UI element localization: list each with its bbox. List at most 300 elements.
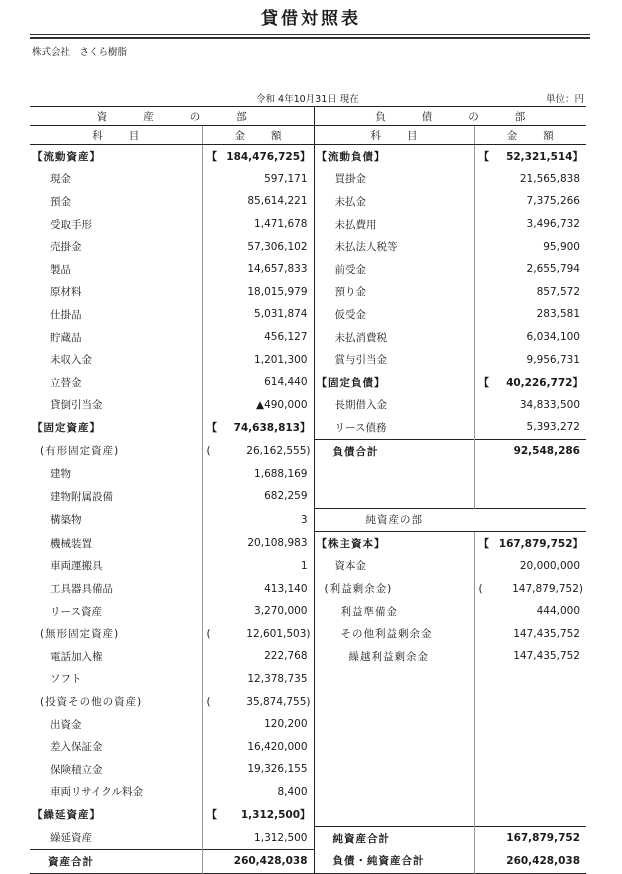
table-row xyxy=(30,668,586,691)
left-account-label xyxy=(30,375,202,390)
left-amount-cell xyxy=(202,348,314,371)
item-header-right: 科目 xyxy=(314,126,474,145)
left-item-cell xyxy=(30,758,202,781)
right-amount-cell xyxy=(474,258,586,281)
left-amount-cell xyxy=(202,145,314,168)
left-account-label xyxy=(30,717,202,732)
left-item-cell xyxy=(30,803,202,826)
right-account-name: 【流動負債】 xyxy=(316,150,386,163)
right-account-name: 資本金 xyxy=(334,560,366,573)
left-item-cell xyxy=(30,826,202,849)
left-account-name: 【流動資産】 xyxy=(32,150,101,163)
left-item-cell xyxy=(30,348,202,371)
right-subtotal-amount xyxy=(475,583,587,595)
right-amount-cell xyxy=(474,145,586,168)
right-account-name: 買掛金 xyxy=(334,173,366,186)
left-subtotal-amount xyxy=(203,696,314,708)
table-row xyxy=(30,394,586,417)
right-amount: 6,034,100 xyxy=(526,331,580,344)
left-subtotal-amount xyxy=(203,149,314,164)
left-account-name: 建物附属設備 xyxy=(50,490,113,503)
left-account-name: 預金 xyxy=(50,195,71,208)
right-account-label xyxy=(315,536,474,551)
left-amount-cell xyxy=(202,849,314,873)
right-amount-cell xyxy=(474,622,586,645)
right-amount-cell xyxy=(474,690,586,713)
as-of-date: 令和 4年10月31日 現在 xyxy=(256,94,359,105)
table-row xyxy=(30,462,586,485)
left-amount-cell xyxy=(202,577,314,600)
right-account-name: 賞与引当金 xyxy=(334,354,387,367)
right-amount-cell xyxy=(474,532,586,555)
left-account-name: 現金 xyxy=(50,173,71,186)
left-amount-cell xyxy=(202,758,314,781)
right-account-label xyxy=(315,626,474,641)
right-item-cell xyxy=(314,600,474,623)
bracket-open: ( xyxy=(206,627,211,640)
left-account-name: 建物 xyxy=(50,468,71,481)
table-row xyxy=(30,781,586,804)
left-amount: 5,031,874 xyxy=(254,308,308,321)
left-account-name: 保険積立金 xyxy=(50,763,103,776)
right-account-name: 未払法人税等 xyxy=(334,241,398,254)
right-account-label xyxy=(315,149,474,164)
right-subtotal-amount xyxy=(475,149,587,164)
right-amount-cell xyxy=(474,213,586,236)
right-account-name: 未払消費税 xyxy=(334,331,387,344)
left-item-cell xyxy=(30,690,202,713)
left-account-name: 原材料 xyxy=(50,286,82,299)
amount-header-left: 金額 xyxy=(202,126,314,145)
right-amount: 5,393,272 xyxy=(526,421,580,434)
left-account-name: 【繰延資産】 xyxy=(32,809,101,822)
right-amount-cell xyxy=(474,668,586,691)
table-row xyxy=(30,690,586,713)
left-account-label xyxy=(30,443,202,458)
table-row xyxy=(30,348,586,371)
right-item-cell xyxy=(314,168,474,191)
right-account-label xyxy=(315,512,475,527)
document-title: 貸借対照表 xyxy=(261,9,361,29)
right-amount-cell xyxy=(474,235,586,258)
right-account-name: 純資産合計 xyxy=(332,832,390,845)
left-account-label xyxy=(30,671,202,686)
left-item-cell xyxy=(30,555,202,578)
left-account-name: 立替金 xyxy=(50,376,82,389)
bracket-open: ( xyxy=(478,582,483,595)
amount-value: 74,638,813 xyxy=(233,422,300,435)
amount-with-close xyxy=(246,696,310,708)
left-account-label xyxy=(30,626,202,641)
left-amount: 3,270,000 xyxy=(254,605,308,618)
left-account-name: 製品 xyxy=(50,263,71,276)
left-account-label xyxy=(30,762,202,777)
right-amount-cell xyxy=(474,713,586,736)
left-account-label xyxy=(30,604,202,619)
right-item-cell xyxy=(314,803,474,826)
left-amount-cell xyxy=(202,668,314,691)
right-amount: 34,833,500 xyxy=(519,398,580,411)
bracket-close: 】 xyxy=(300,809,311,822)
bracket-open: ( xyxy=(206,695,211,708)
left-amount-cell xyxy=(202,645,314,668)
right-amount: 20,000,000 xyxy=(519,559,580,572)
left-item-cell xyxy=(30,485,202,508)
left-subtotal-amount xyxy=(203,445,314,457)
right-amount: 147,435,752 xyxy=(513,627,580,640)
left-amount: 222,768 xyxy=(264,650,308,663)
assets-section-header: 資産の部 xyxy=(30,107,314,126)
right-account-label xyxy=(315,284,474,299)
right-amount-cell xyxy=(474,168,586,191)
table-row xyxy=(30,235,586,258)
bracket-open: 【 xyxy=(206,809,217,822)
bracket-open: 【 xyxy=(206,422,217,435)
left-account-name: 構築物 xyxy=(50,514,82,527)
right-amount-cell xyxy=(474,348,586,371)
table-row xyxy=(30,508,586,532)
right-account-name: 利益準備金 xyxy=(340,605,398,618)
left-account-label xyxy=(30,854,202,869)
right-item-cell xyxy=(314,439,474,462)
left-amount: 19,326,155 xyxy=(247,763,308,776)
right-amount: 2,655,794 xyxy=(526,263,580,276)
bracket-close: 】 xyxy=(572,537,583,550)
right-item-cell xyxy=(314,781,474,804)
right-account-label xyxy=(315,444,474,459)
left-amount: 413,140 xyxy=(264,582,308,595)
right-amount-cell xyxy=(474,416,586,439)
right-account-name: 長期借入金 xyxy=(334,399,387,412)
left-account-label xyxy=(30,536,202,551)
right-item-cell xyxy=(314,532,474,555)
left-account-name: 車両リサイクル料金 xyxy=(50,786,144,799)
left-account-name: リース資産 xyxy=(50,605,102,618)
left-amount: 1,312,500 xyxy=(254,831,308,844)
table-row xyxy=(30,758,586,781)
left-item-cell xyxy=(30,600,202,623)
left-amount-cell xyxy=(202,416,314,439)
right-account-name: 負債・純資産合計 xyxy=(332,855,425,868)
left-account-name: 電話加入権 xyxy=(50,650,103,663)
left-account-name: 貯蔵品 xyxy=(50,331,82,344)
amount-value: 12,601,503 xyxy=(246,627,307,640)
right-amount: 3,496,732 xyxy=(526,218,580,231)
table-row xyxy=(30,532,586,555)
left-account-label xyxy=(30,397,202,412)
right-item-cell xyxy=(314,416,474,439)
right-account-label xyxy=(315,262,474,277)
amount-value: 26,162,555 xyxy=(246,444,307,457)
right-amount: 444,000 xyxy=(536,605,580,618)
right-item-cell xyxy=(314,326,474,349)
right-amount-cell xyxy=(474,190,586,213)
currency-unit: 単位：円 xyxy=(545,94,584,105)
right-item-cell xyxy=(314,758,474,781)
left-amount: 85,614,221 xyxy=(247,195,308,208)
left-item-cell xyxy=(30,645,202,668)
right-account-label xyxy=(315,307,474,322)
left-account-name: 繰延資産 xyxy=(50,832,92,845)
left-account-label xyxy=(30,239,202,254)
left-item-cell xyxy=(30,439,202,462)
bracket-close: 】 xyxy=(572,150,583,163)
right-account-label xyxy=(315,330,474,345)
right-account-label xyxy=(315,397,474,412)
table-row xyxy=(30,735,586,758)
left-account-label xyxy=(30,284,202,299)
right-amount-cell xyxy=(474,326,586,349)
amount-with-close xyxy=(246,628,310,640)
left-amount: 18,015,979 xyxy=(247,285,308,298)
left-item-cell xyxy=(30,668,202,691)
right-account-name: 繰越利益剰余金 xyxy=(348,650,429,663)
left-amount-cell xyxy=(202,371,314,394)
bracket-close: 】 xyxy=(300,422,311,435)
left-account-name: 仕掛品 xyxy=(50,308,82,321)
right-subtotal-amount xyxy=(475,375,587,390)
amount-value: 1,312,500 xyxy=(240,809,300,822)
left-account-name: 車両運搬具 xyxy=(50,560,103,573)
right-item-cell xyxy=(314,577,474,600)
right-item-cell xyxy=(314,145,474,168)
left-account-label xyxy=(30,352,202,367)
left-account-name: 工具器具備品 xyxy=(50,583,113,596)
left-item-cell xyxy=(30,713,202,736)
left-item-cell xyxy=(30,371,202,394)
amount-with-close xyxy=(234,420,311,435)
amount-value: 147,879,752 xyxy=(512,582,579,595)
right-amount: 7,375,266 xyxy=(526,195,580,208)
left-item-cell xyxy=(30,145,202,168)
right-amount-cell xyxy=(474,555,586,578)
left-item-cell xyxy=(30,394,202,417)
right-account-label xyxy=(315,171,474,186)
left-amount: 8,400 xyxy=(277,785,308,798)
left-item-cell xyxy=(30,258,202,281)
left-amount-cell xyxy=(202,303,314,326)
right-account-label xyxy=(315,853,474,868)
right-account-label xyxy=(315,649,474,664)
table-row xyxy=(30,713,586,736)
left-account-name: 貸倒引当金 xyxy=(50,399,103,412)
right-item-cell xyxy=(314,190,474,213)
left-account-label xyxy=(30,420,202,435)
table-row xyxy=(30,803,586,826)
left-item-cell xyxy=(30,235,202,258)
left-amount: 1,471,678 xyxy=(254,218,308,231)
bracket-open: 【 xyxy=(478,376,489,389)
left-amount: 1,201,300 xyxy=(254,353,308,366)
right-amount-cell xyxy=(474,485,586,508)
right-account-name: 前受金 xyxy=(334,263,366,276)
table-row xyxy=(30,145,586,168)
right-subtotal-amount xyxy=(475,536,587,551)
left-amount-cell xyxy=(202,713,314,736)
right-account-label xyxy=(315,581,474,596)
right-item-cell xyxy=(314,713,474,736)
right-amount: 147,435,752 xyxy=(513,650,580,663)
left-amount-cell xyxy=(202,735,314,758)
right-account-name: 純資産の部 xyxy=(365,514,423,527)
right-item-cell xyxy=(314,303,474,326)
right-account-name: その他利益剰余金 xyxy=(340,628,433,641)
table-row xyxy=(30,213,586,236)
right-account-name: 未払金 xyxy=(334,195,366,208)
left-amount-cell xyxy=(202,213,314,236)
bracket-close: 】 xyxy=(300,150,311,163)
left-account-label xyxy=(30,194,202,209)
right-account-name: 負債合計 xyxy=(332,445,379,458)
table-row xyxy=(30,281,586,304)
right-account-name: 【株主資本】 xyxy=(316,537,386,550)
column-header-row xyxy=(30,126,586,145)
left-account-label xyxy=(30,649,202,664)
right-account-label xyxy=(315,239,474,254)
right-account-label xyxy=(315,352,474,367)
right-amount-cell xyxy=(474,826,586,849)
right-account-name: 仮受金 xyxy=(334,308,366,321)
table-row xyxy=(30,326,586,349)
right-item-cell xyxy=(314,258,474,281)
right-amount: 9,956,731 xyxy=(526,353,580,366)
left-item-cell xyxy=(30,281,202,304)
company-name: 株式会社 さくら樹脂 xyxy=(32,47,128,58)
left-amount: 682,259 xyxy=(264,490,308,503)
item-header-left: 科目 xyxy=(30,126,202,145)
bracket-open: ( xyxy=(206,444,211,457)
table-row xyxy=(30,168,586,191)
left-account-label xyxy=(30,217,202,232)
table-row xyxy=(30,416,586,439)
right-amount-cell xyxy=(474,735,586,758)
left-account-name: (投資その他の資産) xyxy=(40,696,143,709)
right-account-label xyxy=(315,558,474,573)
left-amount: 12,378,735 xyxy=(247,672,308,685)
right-item-cell xyxy=(314,281,474,304)
left-amount: 120,200 xyxy=(264,718,308,731)
right-item-cell xyxy=(314,371,474,394)
left-item-cell xyxy=(30,622,202,645)
left-item-cell xyxy=(30,735,202,758)
amount-with-close xyxy=(246,445,310,457)
amount-value: 40,226,772 xyxy=(506,376,573,389)
right-amount-cell xyxy=(474,577,586,600)
right-item-cell xyxy=(314,348,474,371)
right-account-name: 未払費用 xyxy=(334,218,377,231)
left-amount-cell xyxy=(202,508,314,532)
bracket-open: 【 xyxy=(478,537,489,550)
left-amount-cell xyxy=(202,394,314,417)
right-account-label xyxy=(315,375,474,390)
right-amount-cell xyxy=(474,281,586,304)
left-subtotal-amount xyxy=(203,628,314,640)
bracket-open: 【 xyxy=(206,150,217,163)
left-account-name: 受取手形 xyxy=(50,218,92,231)
right-amount: 283,581 xyxy=(536,308,580,321)
left-item-cell xyxy=(30,781,202,804)
right-amount-cell xyxy=(474,439,586,462)
amount-value: 184,476,725 xyxy=(226,150,300,163)
left-amount-cell xyxy=(202,326,314,349)
amount-with-close xyxy=(506,149,583,164)
left-amount-cell xyxy=(202,439,314,462)
left-item-cell xyxy=(30,168,202,191)
left-account-name: 差入保証金 xyxy=(50,741,103,754)
left-amount-cell xyxy=(202,190,314,213)
left-amount-cell xyxy=(202,622,314,645)
left-amount-cell xyxy=(202,803,314,826)
left-amount-cell xyxy=(202,462,314,485)
bracket-open: 【 xyxy=(478,150,489,163)
right-item-cell xyxy=(314,690,474,713)
balance-sheet-table xyxy=(30,106,586,874)
right-amount: 21,565,838 xyxy=(519,172,580,185)
bracket-close: ) xyxy=(306,695,311,708)
left-amount: 20,108,983 xyxy=(247,537,308,550)
table-row xyxy=(30,577,586,600)
right-amount: 260,428,038 xyxy=(506,854,580,867)
left-account-name: 機械装置 xyxy=(50,537,92,550)
left-item-cell xyxy=(30,213,202,236)
left-account-label xyxy=(30,512,202,527)
left-amount: 1 xyxy=(300,559,308,572)
left-amount-cell xyxy=(202,168,314,191)
right-item-cell xyxy=(314,849,474,873)
left-item-cell xyxy=(30,190,202,213)
left-account-name: 出資金 xyxy=(50,718,82,731)
left-account-label xyxy=(30,466,202,481)
left-amount: 597,171 xyxy=(264,172,308,185)
left-amount: 14,657,833 xyxy=(247,263,308,276)
right-item-cell xyxy=(314,826,474,849)
right-item-cell xyxy=(314,235,474,258)
right-item-cell xyxy=(314,668,474,691)
left-amount: 16,420,000 xyxy=(247,740,308,753)
left-account-name: (無形固定資産) xyxy=(40,628,120,641)
left-account-name: 資産合計 xyxy=(48,855,94,868)
right-amount-cell xyxy=(474,371,586,394)
table-row xyxy=(30,439,586,462)
left-account-name: (有形固定資産) xyxy=(40,445,120,458)
right-amount-cell xyxy=(474,803,586,826)
left-amount-cell xyxy=(202,781,314,804)
right-account-label xyxy=(315,831,474,846)
right-amount-cell xyxy=(474,303,586,326)
table-row xyxy=(30,258,586,281)
left-account-label xyxy=(30,581,202,596)
left-amount-cell xyxy=(202,690,314,713)
left-amount-cell xyxy=(202,826,314,849)
right-amount-cell xyxy=(474,758,586,781)
left-amount-cell xyxy=(202,281,314,304)
amount-with-close xyxy=(226,149,310,164)
left-item-cell xyxy=(30,508,202,532)
right-amount: 92,548,286 xyxy=(513,445,580,458)
right-amount: 167,879,752 xyxy=(506,832,580,845)
amount-value: 35,874,755 xyxy=(246,695,307,708)
left-item-cell xyxy=(30,532,202,555)
right-item-cell xyxy=(314,485,474,508)
right-amount-cell xyxy=(474,508,586,532)
balance-sheet-rows xyxy=(30,145,586,874)
left-amount-cell xyxy=(202,532,314,555)
right-account-name: 【固定負債】 xyxy=(316,376,386,389)
left-account-label xyxy=(30,807,202,822)
right-amount-cell xyxy=(474,781,586,804)
left-subtotal-amount xyxy=(203,807,314,822)
table-row xyxy=(30,826,586,849)
